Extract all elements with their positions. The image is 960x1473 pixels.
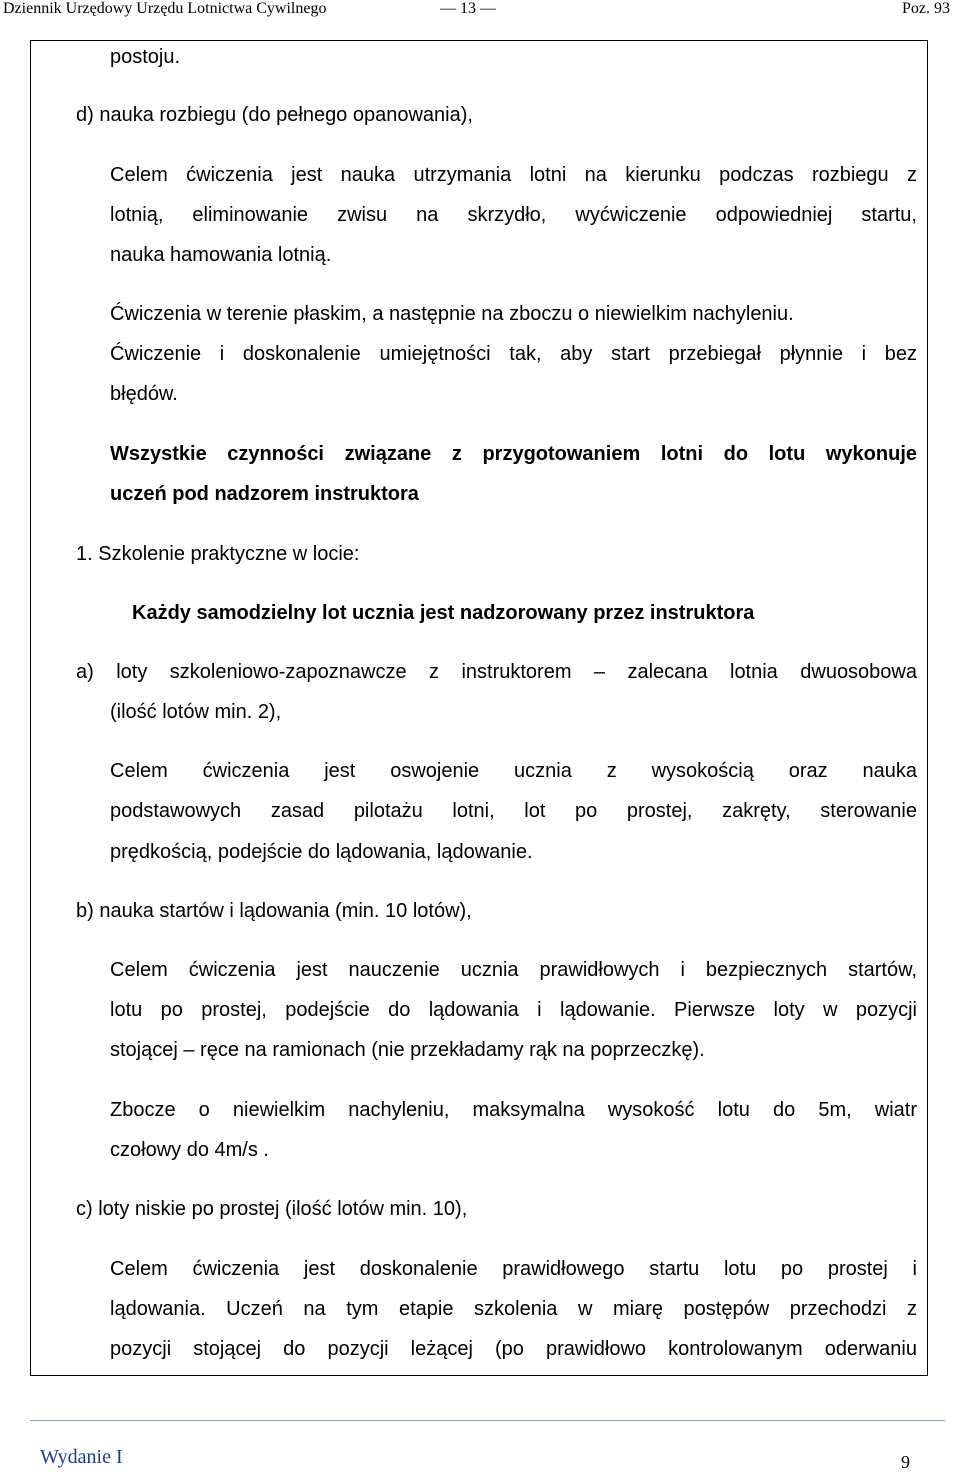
list-item-d: d) nauka rozbiegu (do pełnego opanowania), xyxy=(76,104,473,126)
text-line: podstawowych zasad pilotażu lotni, lot po prostej, zakręty, sterowanie xyxy=(110,800,917,822)
page-header xyxy=(0,0,960,24)
text-line: Celem ćwiczenia jest doskonalenie prawidłowego startu lotu po prostej i xyxy=(110,1258,917,1280)
bold-note: uczeń pod nadzorem instruktora xyxy=(110,483,419,505)
text-line: błędów. xyxy=(110,383,178,405)
edition-label: Wydanie I xyxy=(40,1446,123,1468)
text-line: Celem ćwiczenia jest nauka utrzymania lotni na kierunku podczas rozbiegu z xyxy=(110,164,917,186)
list-item-b: b) nauka startów i lądowania (min. 10 lotów), xyxy=(76,900,472,922)
bold-note: Każdy samodzielny lot ucznia jest nadzorowany przez instruktora xyxy=(132,602,755,624)
text-line: pozycji stojącej do pozycji leżącej (po prawidłowo kontrolowanym oderwaniu xyxy=(110,1338,917,1360)
text-line: lądowania. Uczeń na tym etapie szkolenia w miarę postępów przechodzi z xyxy=(110,1298,917,1320)
text-line: Zbocze o niewielkim nachyleniu, maksymalna wysokość lotu do 5m, wiatr xyxy=(110,1099,917,1121)
text-line: Celem ćwiczenia jest nauczenie ucznia prawidłowych i bezpiecznych startów, xyxy=(110,959,917,981)
section-heading: 1. Szkolenie praktyczne w locie: xyxy=(76,543,360,565)
text-line: czołowy do 4m/s . xyxy=(110,1139,269,1161)
list-item-a: a) loty szkoleniowo-zapoznawcze z instruktorem – zalecana lotnia dwuosobowa xyxy=(76,661,917,683)
journal-title: Dziennik Urzędowy Urzędu Lotnictwa Cywilnego xyxy=(3,0,327,17)
bold-note: Wszystkie czynności związane z przygotowaniem lotni do lotu wykonuje xyxy=(110,443,917,465)
text-line: postoju. xyxy=(110,46,181,68)
text-line: stojącej – ręce na ramionach (nie przekładamy rąk na poprzeczkę). xyxy=(110,1039,705,1061)
text-line: nauka hamowania lotnią. xyxy=(110,244,332,266)
text-line: prędkością, podejście do lądowania, lądowanie. xyxy=(110,841,533,863)
text-line: Celem ćwiczenia jest oswojenie ucznia z wysokością oraz nauka xyxy=(110,760,917,782)
text-line: (ilość lotów min. 2), xyxy=(110,701,282,723)
page-number: 9 xyxy=(901,1452,910,1472)
list-item-c: c) loty niskie po prostej (ilość lotów min. 10), xyxy=(76,1198,468,1220)
text-line: lotu po prostej, podejście do lądowania i lądowanie. Pierwsze loty w pozycji xyxy=(110,999,917,1021)
footer-divider xyxy=(30,1420,945,1421)
position-number: Poz. 93 xyxy=(902,0,950,17)
page-number-header: — 13 — xyxy=(440,0,496,17)
text-line: Ćwiczenia w terenie płaskim, a następnie na zboczu o niewielkim nachyleniu. xyxy=(110,303,794,325)
text-line: lotnią, eliminowanie zwisu na skrzydło, wyćwiczenie odpowiedniej startu, xyxy=(110,204,917,226)
text-line: Ćwiczenie i doskonalenie umiejętności tak, aby start przebiegał płynnie i bez xyxy=(110,343,917,365)
